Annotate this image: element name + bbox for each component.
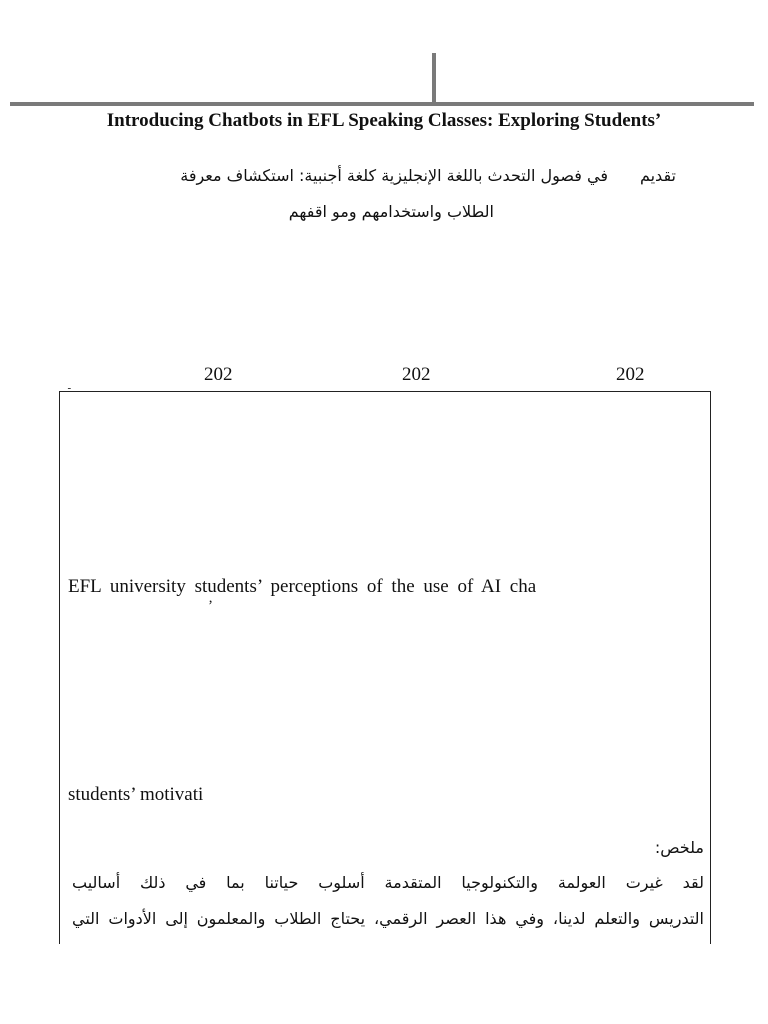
header-vertical-rule (432, 53, 436, 105)
abstract-ar-line1: لقد غيرت العولمة والتكنولوجيا المتقدمة أسلوب حياتنا بما في ذلك أساليب (72, 873, 704, 892)
header-horizontal-rule (10, 102, 754, 106)
english-title: Introducing Chatbots in EFL Speaking Classes: Exploring Students’ (106, 110, 662, 131)
year-label-2: 202 (402, 364, 431, 385)
arabic-title-word-right: تقديم (639, 166, 676, 185)
tick-mark: ـ (68, 382, 71, 392)
abstract-box (59, 391, 711, 944)
year-label-1: 202 (204, 364, 233, 385)
arabic-title-line2: الطلاب واستخدامهم ومو اقفهم (288, 202, 494, 221)
year-label-3: 202 (616, 364, 645, 385)
abstract-en-line2: students’ motivati (68, 784, 204, 805)
abstract-en-line1: EFL university students’ perceptions of the use of AI cha (68, 576, 537, 597)
arabic-title-line1: في فصول التحدث باللغة الإنجليزية كلغة أجنبية: استكشاف معرفة (180, 166, 608, 185)
abstract-ar-label: ملخص: (654, 838, 704, 857)
abstract-ar-line2: التدريس والتعلم لدينا، وفي هذا العصر الرقمي، يحتاج الطلاب والمعلمون إلى الأدوات التي (72, 909, 704, 928)
abstract-en-apostrophe: ’ (208, 598, 213, 614)
